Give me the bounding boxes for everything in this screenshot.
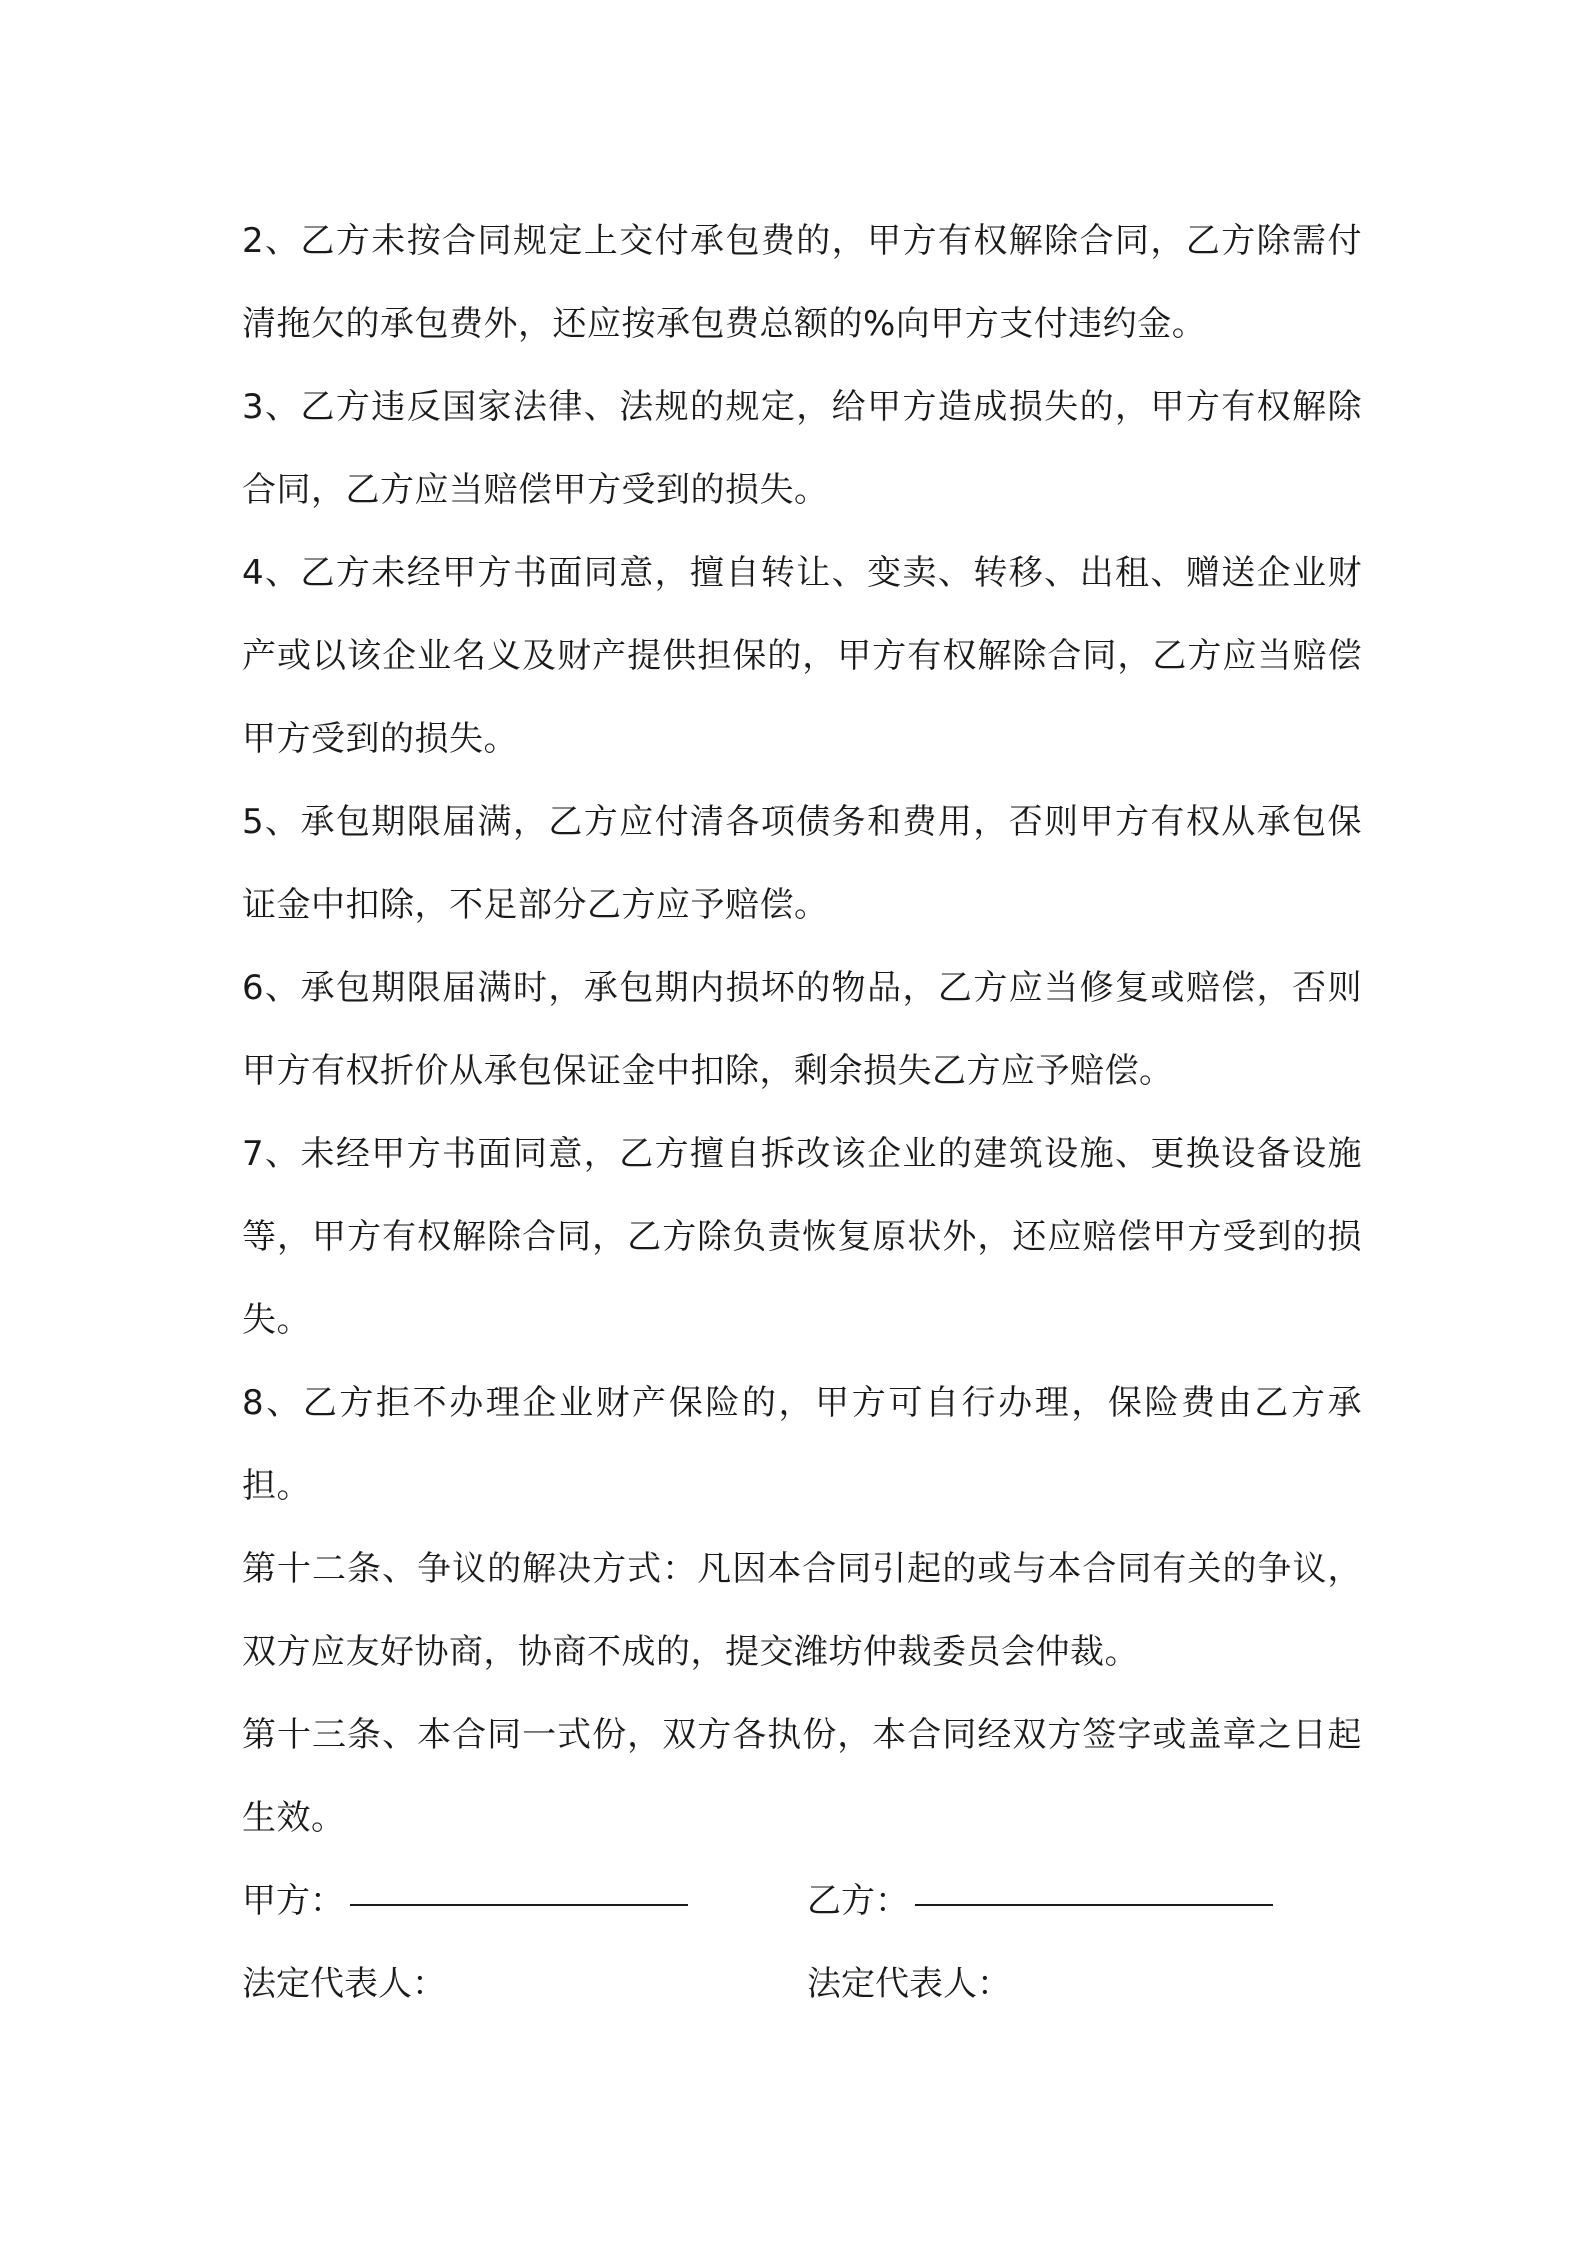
signature-party-row	[242, 1860, 1362, 1943]
clause-8: 8、乙方拒不办理企业财产保险的，甲方可自行办理，保险费由乙方承担。	[242, 1383, 1362, 1506]
clause-3: 3、乙方违反国家法律、法规的规定，给甲方造成损失的，甲方有权解除合同，乙方应当赔偿甲方受到的损失。	[242, 387, 1362, 510]
party-b-signature-line	[915, 1903, 1273, 1906]
contract-page	[242, 200, 1362, 2026]
clause-7: 7、未经甲方书面同意，乙方擅自拆改该企业的建筑设施、更换设备设施等，甲方有权解除合同，乙方除负责恢复原状外，还应赔偿甲方受到的损失。	[242, 1134, 1362, 1340]
rep-a	[242, 1943, 446, 2026]
party-b-label: 乙方：	[807, 1881, 909, 1921]
signature-rep-row	[242, 1943, 1362, 2026]
clause-2: 2、乙方未按合同规定上交付承包费的，甲方有权解除合同，乙方除需付清拖欠的承包费外，还应按承包费总额的%向甲方支付违约金。	[242, 221, 1362, 344]
clause-5: 5、承包期限届满，乙方应付清各项债务和费用，否则甲方有权从承包保证金中扣除，不足部分乙方应予赔偿。	[242, 802, 1362, 925]
party-a-label: 甲方：	[242, 1881, 344, 1921]
party-a-signature	[242, 1860, 688, 1943]
rep-b	[807, 1943, 1011, 2026]
party-b-signature	[807, 1860, 1273, 1943]
clause-4: 4、乙方未经甲方书面同意，擅自转让、变卖、转移、出租、赠送企业财产或以该企业名义及财产提供担保的，甲方有权解除合同，乙方应当赔偿甲方受到的损失。	[242, 553, 1362, 759]
party-a-signature-line	[350, 1903, 688, 1906]
clause-6: 6、承包期限届满时，承包期内损坏的物品，乙方应当修复或赔偿，否则甲方有权折价从承包保证金中扣除，剩余损失乙方应予赔偿。	[242, 968, 1362, 1091]
article-13: 第十三条、本合同一式份，双方各执份，本合同经双方签字或盖章之日起生效。	[242, 1715, 1362, 1838]
rep-b-label: 法定代表人：	[807, 1964, 1011, 2004]
rep-a-label: 法定代表人：	[242, 1964, 446, 2004]
article-12: 第十二条、争议的解决方式：凡因本合同引起的或与本合同有关的争议，双方应友好协商，协商不成的，提交潍坊仲裁委员会仲裁。	[242, 1549, 1362, 1672]
